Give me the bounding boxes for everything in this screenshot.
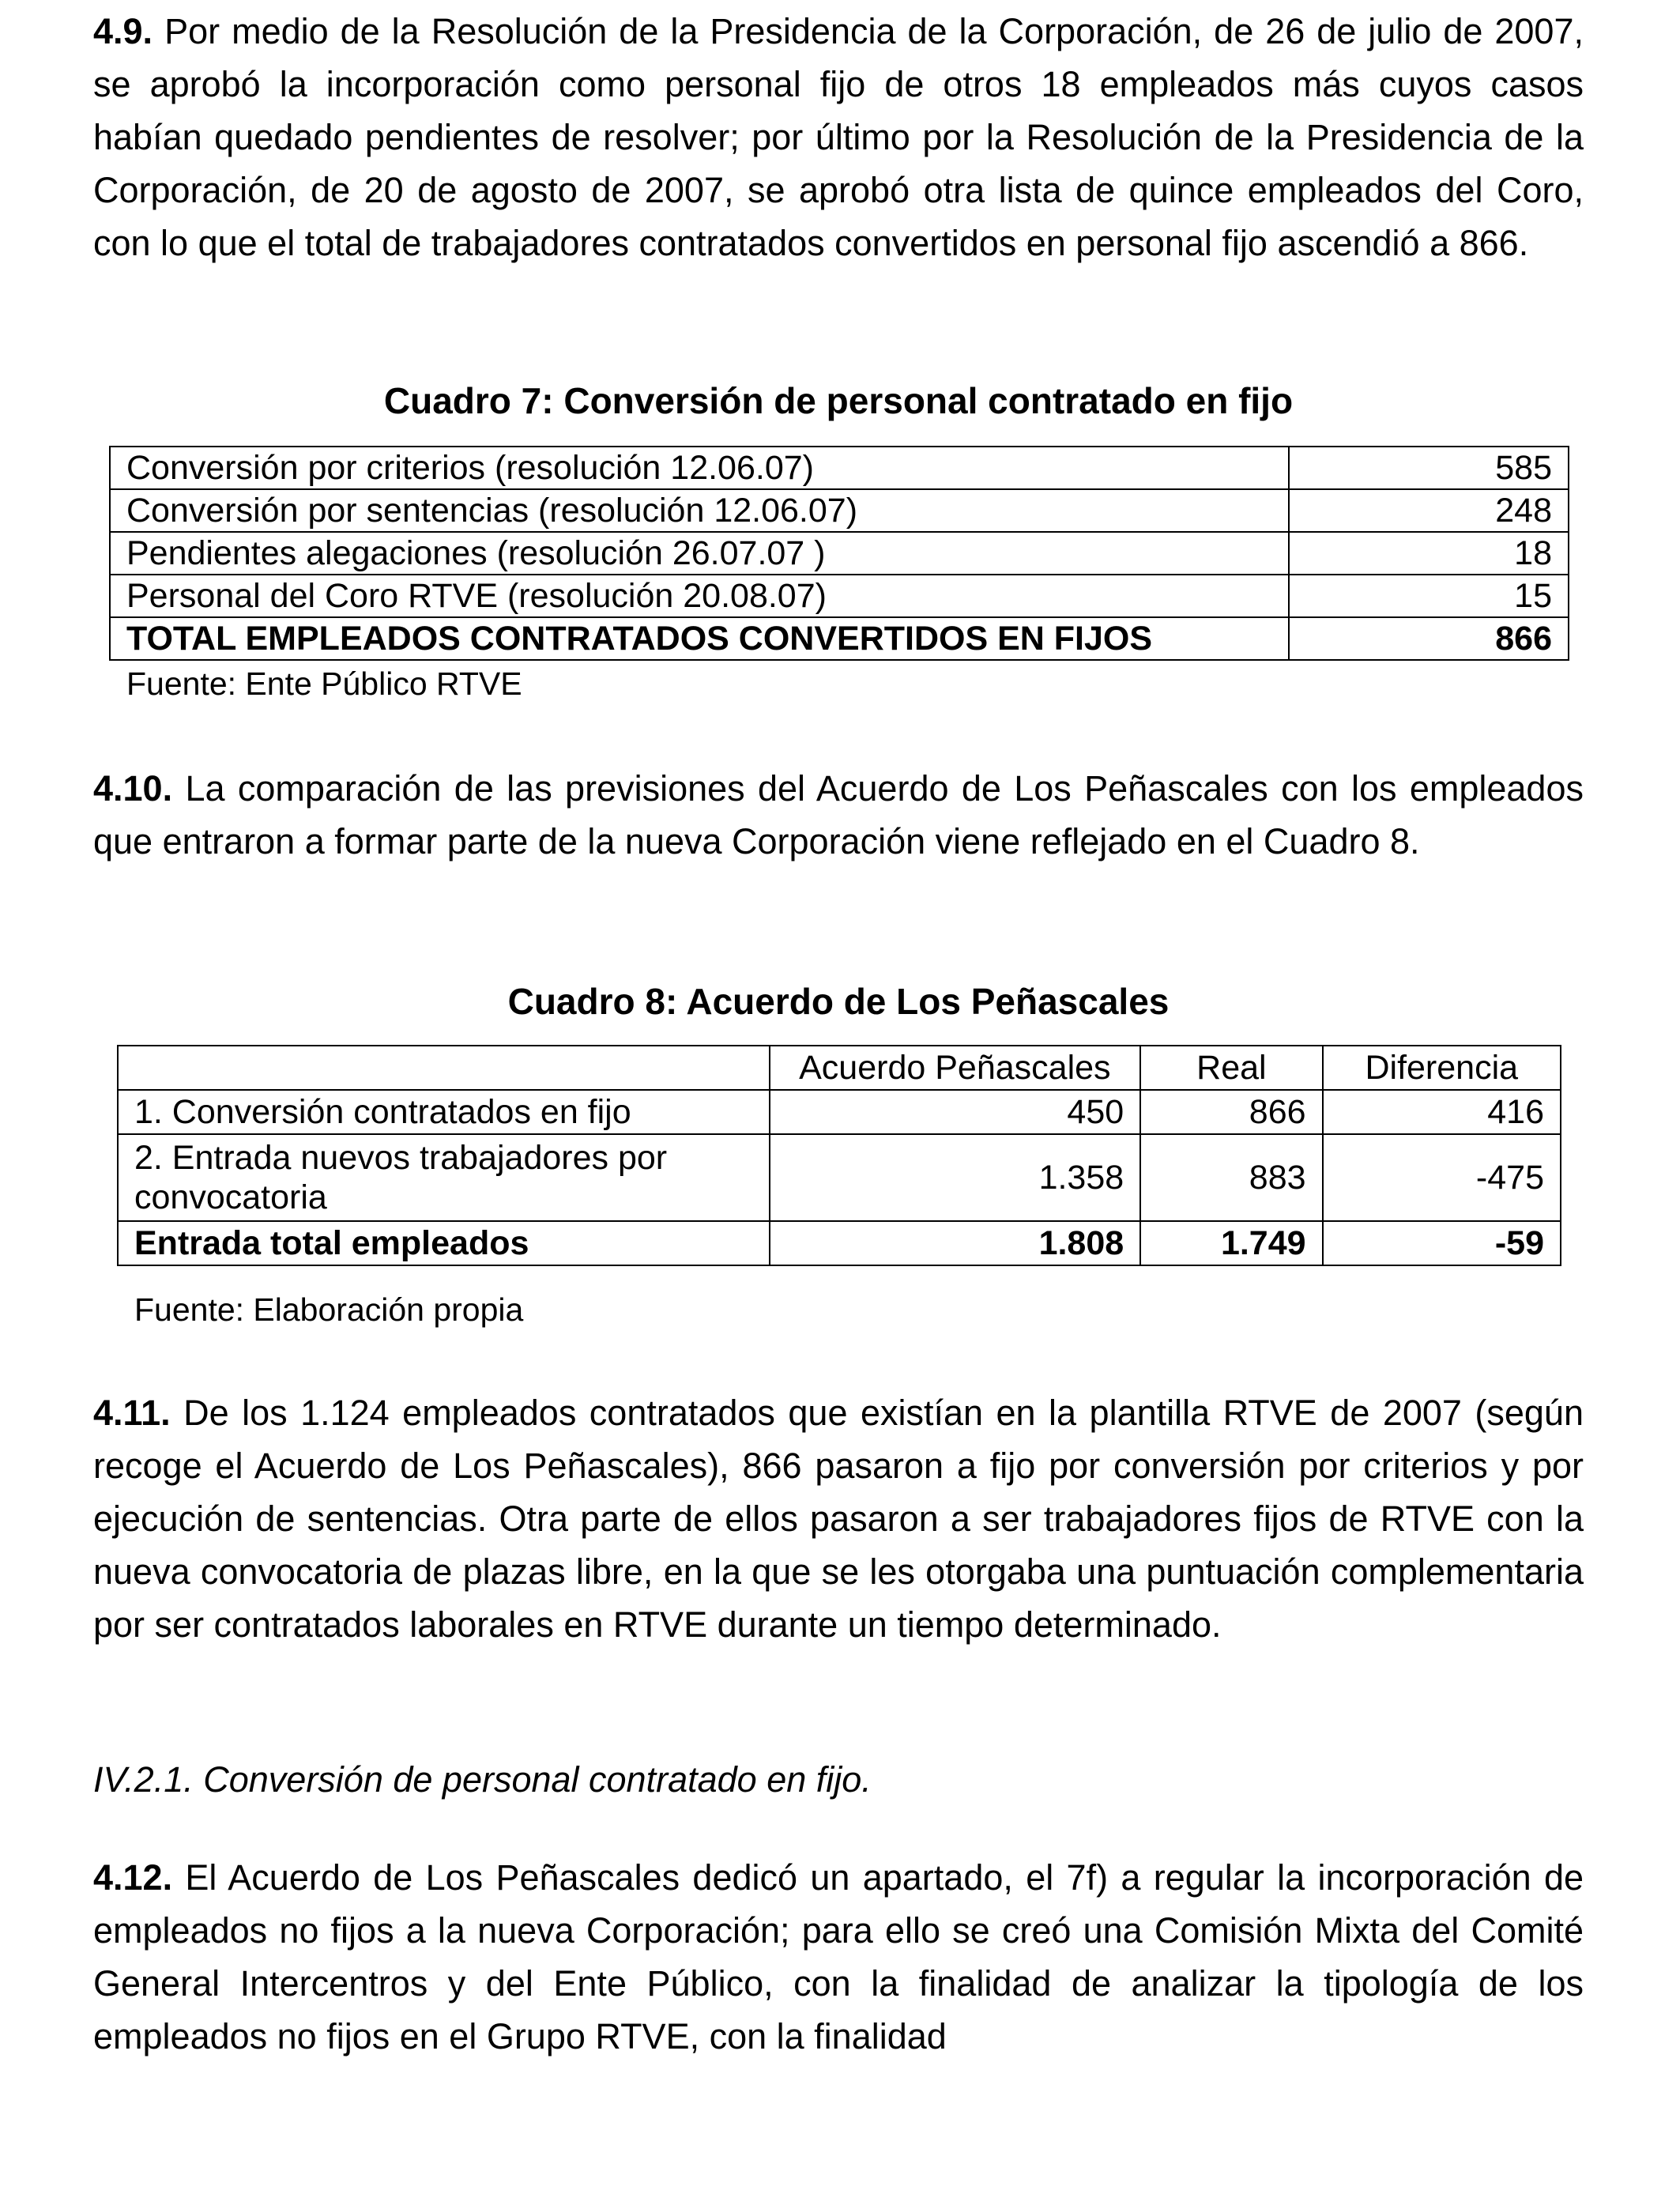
- table-header-row: [118, 1046, 1561, 1090]
- table-row: [110, 575, 1569, 617]
- table-7-source: Fuente: Ente Público RTVE: [126, 665, 522, 702]
- row-value: -475: [1323, 1134, 1561, 1221]
- table-7-caption: Cuadro 7: Conversión de personal contratado en fijo: [383, 380, 1294, 421]
- paragraph-4-12: [93, 1851, 1584, 2063]
- table-8-caption: Cuadro 8: Acuerdo de Los Peñascales: [507, 981, 1170, 1022]
- row-value: 18: [1289, 532, 1569, 575]
- paragraph-number: 4.12.: [93, 1857, 173, 1898]
- header-cell: [118, 1046, 770, 1090]
- paragraph-4-11: [93, 1386, 1584, 1651]
- total-value: 1.749: [1140, 1221, 1322, 1265]
- row-label: Pendientes alegaciones (resolución 26.07.07 ): [110, 532, 1289, 575]
- header-cell: Real: [1140, 1046, 1322, 1090]
- header-cell: Diferencia: [1323, 1046, 1561, 1090]
- table-total-row: [110, 617, 1569, 660]
- table-8-source: Fuente: Elaboración propia: [134, 1291, 524, 1328]
- total-value: -59: [1323, 1221, 1561, 1265]
- row-value: 15: [1289, 575, 1569, 617]
- row-label: 1. Conversión contratados en fijo: [118, 1090, 770, 1134]
- total-label: TOTAL EMPLEADOS CONTRATADOS CONVERTIDOS EN FIJOS: [110, 617, 1289, 660]
- row-label: Conversión por sentencias (resolución 12.06.07): [110, 489, 1289, 532]
- total-value: 1.808: [770, 1221, 1141, 1265]
- paragraph-4-10: [93, 762, 1584, 868]
- paragraph-number: 4.10.: [93, 768, 173, 809]
- table-row: [110, 489, 1569, 532]
- row-value: 585: [1289, 447, 1569, 489]
- paragraph-text: De los 1.124 empleados contratados que existían en la plantilla RTVE de 2007 (según recoge el Acuerdo de Los Peñascales), 866 pasaron a fijo por conversión por criterios y por ejecución de sentencias. Otra parte de ellos pasaron a ser trabajadores fijos de RTVE con la nueva convocatoria de plazas libre, en la que se les otorgaba una puntuación complementaria por ser contratados laborales en RTVE durante un tiempo determinado.: [93, 1393, 1584, 1645]
- paragraph-text: Por medio de la Resolución de la Presidencia de la Corporación, de 26 de julio de 2007, se aprobó la incorporación como personal fijo de otros 18 empleados más cuyos casos habían quedado pendientes de resolver; por último por la Resolución de la Presidencia de la Corporación, de 20 de agosto de 2007, se aprobó otra lista de quince empleados del Coro, con lo que el total de trabajadores contratados convertidos en personal fijo ascendió a 866.: [93, 11, 1584, 263]
- row-label: Personal del Coro RTVE (resolución 20.08.07): [110, 575, 1289, 617]
- paragraph-4-9: [93, 5, 1584, 270]
- row-value: 416: [1323, 1090, 1561, 1134]
- table-row: [110, 447, 1569, 489]
- table-row: [110, 532, 1569, 575]
- total-value: 866: [1289, 617, 1569, 660]
- section-heading: IV.2.1. Conversión de personal contratado en fijo.: [93, 1759, 872, 1800]
- table-8: [117, 1045, 1561, 1266]
- header-cell: Acuerdo Peñascales: [770, 1046, 1141, 1090]
- row-label: Conversión por criterios (resolución 12.06.07): [110, 447, 1289, 489]
- row-label: 2. Entrada nuevos trabajadores por convocatoria: [118, 1134, 770, 1221]
- row-value: 248: [1289, 489, 1569, 532]
- row-value: 450: [770, 1090, 1141, 1134]
- total-label: Entrada total empleados: [118, 1221, 770, 1265]
- row-value: 883: [1140, 1134, 1322, 1221]
- row-value: 1.358: [770, 1134, 1141, 1221]
- table-total-row: [118, 1221, 1561, 1265]
- paragraph-text: La comparación de las previsiones del Acuerdo de Los Peñascales con los empleados que entraron a formar parte de la nueva Corporación viene reflejado en el Cuadro 8.: [93, 768, 1584, 861]
- paragraph-number: 4.11.: [93, 1393, 171, 1433]
- table-row: [118, 1090, 1561, 1134]
- table-row: [118, 1134, 1561, 1221]
- table-7: [109, 446, 1569, 661]
- paragraph-number: 4.9.: [93, 11, 153, 51]
- paragraph-text: El Acuerdo de Los Peñascales dedicó un apartado, el 7f) a regular la incorporación de empleados no fijos a la nueva Corporación; para ello se creó una Comisión Mixta del Comité General Intercentros y del Ente Público, con la finalidad de analizar la tipología de los empleados no fijos en el Grupo RTVE, con la finalidad: [93, 1857, 1584, 2056]
- row-value: 866: [1140, 1090, 1322, 1134]
